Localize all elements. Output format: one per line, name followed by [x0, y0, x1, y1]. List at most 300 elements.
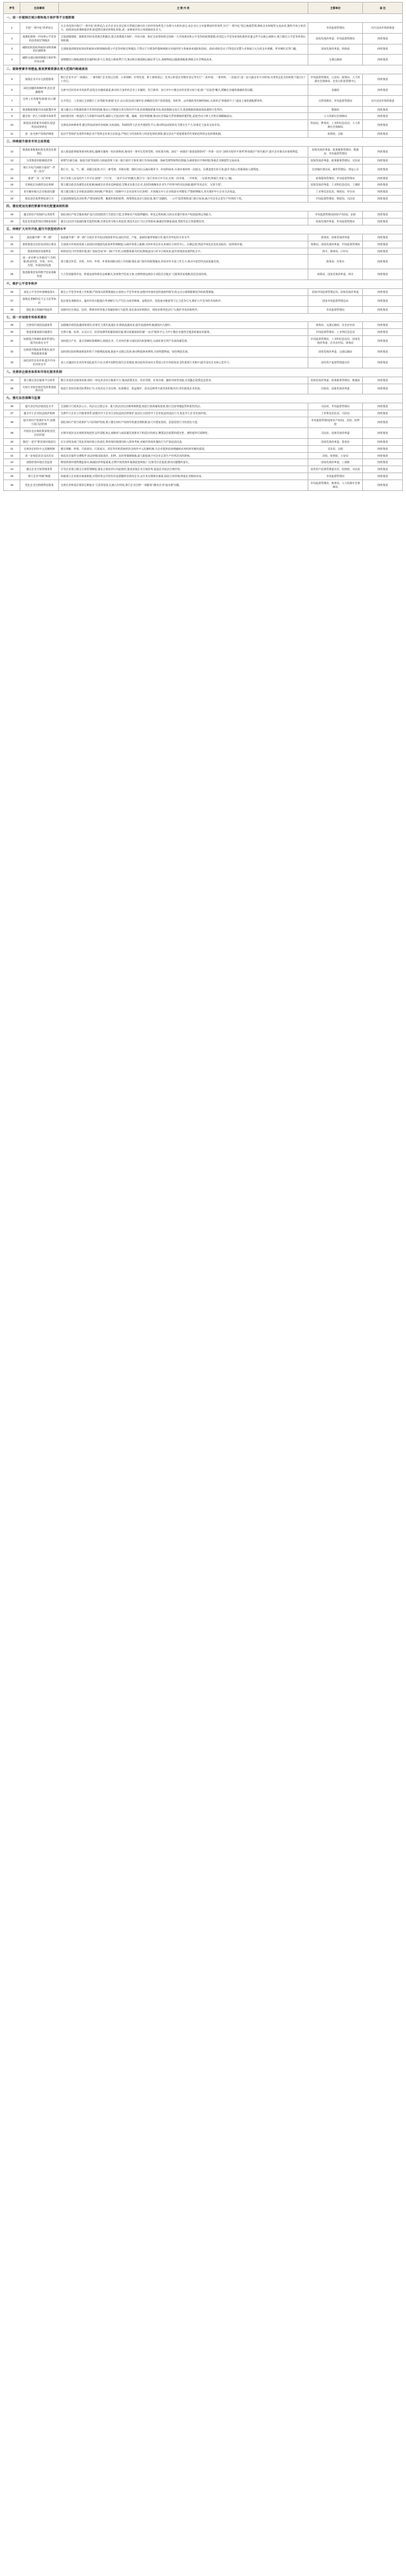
cell-task: 健全知识产权保护运用体系 [20, 211, 58, 218]
cell-task: 健全企业合规管理体系 [20, 466, 58, 473]
section-row [4, 313, 403, 322]
table-row [4, 120, 403, 131]
section-row [4, 368, 403, 377]
cell-org: 人力资源社会保障局 [308, 113, 363, 120]
cell-time: 持续推进 [363, 329, 403, 336]
cell-content: 清理整治公路限高限宽设施和检查卡点,规范公路收费行为,推动跨区域道路运输证件互认,保障物流运输通道畅通,降低全社会物流成本。 [58, 55, 308, 65]
cell-org: 国有资产监督管理委员会、检察院、司法局 [308, 466, 363, 473]
cell-no: 28 [4, 306, 20, 313]
cell-content: 加快建设国家物流枢纽和骨干冷链物流基地,推进多式联运发展,推动物流降本增效,支持智慧物流、绿色物流发展。 [58, 347, 308, 358]
section-title: 二、破除要素市场壁垒,推进要素资源在更大范围内畅通流动 [4, 65, 403, 74]
cell-time: 持续推进 [363, 218, 403, 225]
cell-org: 司法局、国家发展改革委 [308, 427, 363, 438]
cell-no: 18 [4, 196, 20, 203]
cell-org: 住房城乡建设局、城市管理局、供电公司 [308, 164, 363, 175]
table-row [4, 452, 403, 459]
cell-org: 市场监督管理局、工业和信息化局、国家发展改革委、农业农村局、商务局 [308, 336, 363, 347]
cell-content: 完善多层次资本市场体系,拓宽企业融资渠道,推动符合条件的企业上市融资、发行债券。加大对中小微企业的信贷支持力度,推广"信易贷"模式,缓解企业融资难融资贵问题。 [58, 84, 308, 95]
cell-no: 39 [4, 427, 20, 438]
table-row [4, 255, 403, 269]
cell-task: 健全中小企业权益保护机制 [20, 410, 58, 417]
table-row [4, 248, 403, 255]
table-row [4, 106, 403, 113]
cell-content: 聘请营商环境特邀监督员,畅通投诉举报渠道,定期开展营商环境满意度调查,广泛接受社会监督,推动问题整改落实。 [58, 459, 308, 466]
cell-content: 深入实施国有企业改革深化提升行动,完善中国特色现代企业制度,推动国有资本向关系国计民生和国家安全的重要行业集中,提升国有企业核心竞争力。 [58, 357, 308, 368]
cell-no: 27 [4, 295, 20, 306]
cell-org: 国家发展改革委、督查室 [308, 438, 363, 445]
section-title: 四、建设更加完善的要素市场化配置体制机制 [4, 203, 403, 211]
cell-content: 全面推行行政执法公示、执法全过程记录、重大执法决定法制审核制度,规范行政裁量权基准,推行包容审慎监管和柔性执法。 [58, 403, 308, 410]
cell-time: 持续推进 [363, 106, 403, 113]
cell-time: 持续推进 [363, 182, 403, 189]
cell-task: 高质量共建"一带一路" [20, 234, 58, 241]
table-row [4, 480, 403, 491]
cell-org: 国家市场监督管理总局、国家发展改革委 [308, 288, 363, 295]
table-row [4, 74, 403, 85]
cell-content: 规范行业协会商会收费和行为,支持其在行业自律、标准制定、权益维护、诉求反映等方面发挥积极作用,更好服务企业发展。 [58, 384, 308, 394]
cell-org: 商务局、国家发展改革委、市场监督管理局 [308, 241, 363, 248]
cell-task: 提升涉企执法规范化水平 [20, 403, 58, 410]
cell-time: 持续推进 [363, 336, 403, 347]
cell-task: 提升知识产权保护水平,加强行政司法衔接 [20, 417, 58, 428]
cell-task: 加强营商环境社会监督 [20, 459, 58, 466]
table-row [4, 234, 403, 241]
table-row [4, 403, 403, 410]
cell-task: 分类推进审批制度改革 [20, 157, 58, 164]
section-title: 六、维护公平竞争秩序 [4, 280, 403, 289]
cell-no: 7 [4, 95, 20, 106]
cell-task: 加快推进自由贸易试验区建设 [20, 241, 58, 248]
cell-org: 国家发展改革委、工商联 [308, 459, 363, 466]
header-time: 备 注 [363, 3, 403, 14]
cell-org: 检察院、法院 [308, 131, 363, 138]
cell-no: 38 [4, 417, 20, 428]
cell-content: 高质量共建"一带一路",支持企业开拓沿线国家市场,深化经贸、产能、基础设施等领域合作,提升对外投资合作水平。 [58, 234, 308, 241]
cell-task: 优化信用监管和信用修复机制 [20, 218, 58, 225]
cell-content: 建立健全外贸、外资、外经、外智、外事协同联动的工作机制,强化部门协作和政策集成,形成对外开放工作合力,推动开放型经济高质量发展。 [58, 255, 308, 269]
cell-task: 破除交通运输领域地方保护和市场分割 [20, 55, 58, 65]
table-row [4, 306, 403, 313]
cell-time: 持续推进 [363, 347, 403, 358]
cell-task: 健全统一的人力资源市场体系 [20, 113, 58, 120]
cell-task: 推进技术要素市场建设,促进科技成果转化 [20, 120, 58, 131]
table-row [4, 157, 403, 164]
cell-content: 建立健全公共数据资源开发利用机制,推动公共数据分类分级有序开放,培育数据要素市场,规范数据交易行为,促进数据资源高效流通和开发利用。 [58, 106, 308, 113]
table-header [4, 3, 403, 14]
cell-time: 持续推进 [363, 417, 403, 428]
cell-org: 市场监督管理局 [308, 22, 363, 33]
header-no: 序号 [4, 3, 20, 14]
cell-no: 17 [4, 189, 20, 196]
cell-task: 加强企业开办全流程服务 [20, 74, 58, 85]
cell-no: 5 [4, 74, 20, 85]
cell-content: 健全公平竞争审查工作机制,严格落实政策措施出台前的公平竞争审查,加强对审查结论的抽查和督导,防止出台排除限制竞争的政策措施。 [58, 288, 308, 295]
cell-content: 强化知识产权全链条保护,加大侵权假冒行为惩治力度,完善知识产权质押融资、转化运用机制,支持企业提升知识产权创造和运用能力。 [58, 211, 308, 218]
cell-time: 持续推进 [363, 175, 403, 182]
cell-no: 23 [4, 248, 20, 255]
cell-org: 国有资产监督管理委员会 [308, 357, 363, 368]
cell-content: 加强城乡商贸流通网络建设,培育壮大现代流通企业,降低流通成本,提升流通效率,畅通国内大循环。 [58, 322, 308, 329]
cell-org: 自然资源局、市场监督管理局 [308, 95, 363, 106]
cell-task: 规范涉企收费和检查行为 [20, 196, 58, 203]
cell-content: 大力发展服务外包、跨境电商等新业态新模式,培育数字贸易主体,完善跨境电商综合试验区功能,扩大服务贸易规模,优化贸易结构。 [58, 269, 308, 280]
cell-content: 建立健全拖欠企业账款清理长效机制,严格落实《保障中小企业款项支付条例》,开展拖欠中小企业账款专项整治,严禁新增拖欠,切实维护中小企业合法权益。 [58, 189, 308, 196]
cell-task: 开展涉企法规政策清理,优化法治环境 [20, 427, 58, 438]
cell-time: 持续推进 [363, 466, 403, 473]
cell-no: 44 [4, 466, 20, 473]
cell-time: 持续推进 [363, 459, 403, 466]
table-row [4, 417, 403, 428]
cell-no: 30 [4, 329, 20, 336]
cell-task: 加强反垄断和反不正当竞争执法 [20, 295, 58, 306]
cell-task: 推行水电气网联合报装"一件事一次办" [20, 164, 58, 175]
cell-task: 完善政企沟通常态化机制 [20, 182, 58, 189]
cell-time: 持续推进 [363, 357, 403, 368]
cell-time: 持续推进 [363, 480, 403, 491]
cell-no: 13 [4, 157, 20, 164]
table-row [4, 131, 403, 138]
cell-time: 持续推进 [363, 384, 403, 394]
table-row [4, 55, 403, 65]
cell-time: 持续推进 [363, 211, 403, 218]
section-row [4, 394, 403, 403]
cell-task: 推进数据要素市场化配置改革 [20, 106, 58, 113]
table-row [4, 473, 403, 480]
table-row [4, 196, 403, 203]
table-row [4, 175, 403, 182]
cell-task: 进一步规范涉企司法活动 [20, 452, 58, 459]
cell-time: 持续推进 [363, 131, 403, 138]
cell-no: 25 [4, 269, 20, 280]
cell-time: 持续推进 [363, 410, 403, 417]
cell-task: 清理妨碍统一市场和公平竞争的各类规定和做法 [20, 33, 58, 44]
section-row [4, 65, 403, 74]
cell-org: 商务局、国家发展改革委 [308, 234, 363, 241]
cell-no: 16 [4, 182, 20, 189]
cell-time: 年内完成并持续推进 [363, 22, 403, 33]
cell-time: 持续推进 [363, 120, 403, 131]
cell-org: 市场监督管理局、工业和信息化局 [308, 329, 363, 336]
cell-task: 进一步完善"五外联动"工作机制,推进外贸、外资、外经、外智、外事协同发展 [20, 255, 58, 269]
cell-no: 11 [4, 131, 20, 138]
cell-content: 在开发区、工业园区全面推行工业用地"标准地"出让,出让前完成区域评估,明确固定资产投资强度、容积率、亩均税收等控制性指标,实现项目"拿地即开工",提高土地资源配置效率。 [58, 95, 308, 106]
cell-task: 支持行业协会商会发挥桥梁纽带作用 [20, 384, 58, 394]
cell-no: 29 [4, 322, 20, 329]
cell-task: 推进服务贸易和数字贸易创新发展 [20, 269, 58, 280]
header-content: 主 要 内 容 [58, 3, 308, 14]
cell-task: 深化投融资体制改革,优化金融服务 [20, 84, 58, 95]
cell-time: 持续推进 [363, 234, 403, 241]
table-row [4, 113, 403, 120]
cell-org: 交通运输部 [308, 55, 363, 65]
cell-time: 持续推进 [363, 322, 403, 329]
cell-org: 法院、检察院、公安局 [308, 452, 363, 459]
cell-no: 12 [4, 146, 20, 157]
table-row [4, 95, 403, 106]
cell-content: 全面落实外商投资准入前国民待遇加负面清单管理制度,压减外资准入限制,支持外资企业在本地设立研发中心、区域总部,营造市场化法治化国际化一流营商环境。 [58, 241, 308, 248]
table-row [4, 22, 403, 33]
table-row [4, 357, 403, 368]
cell-org: 商务局、交通运输局、农业农村局 [308, 322, 363, 329]
table-row [4, 438, 403, 445]
cell-task: 推进政务服务标准化规范化便利化 [20, 146, 58, 157]
cell-time: 持续推进 [363, 196, 403, 203]
section-row [4, 225, 403, 234]
cell-org: 数据局 [308, 106, 363, 113]
cell-org: 司法局、法院 [308, 445, 363, 452]
section-title: 九、强化法治保障与监督 [4, 394, 403, 403]
cell-org: 市场监督管理局 [308, 306, 363, 313]
cell-org: 市场监督管理局、公安局、税务局、人力资源社会保障局、住房公积金管理中心 [308, 74, 363, 85]
cell-no: 31 [4, 336, 20, 347]
cell-time: 持续推进 [363, 248, 403, 255]
cell-org: 国家发展改革委、交通运输局 [308, 347, 363, 358]
cell-time: 年内完成并持续推进 [363, 95, 403, 106]
cell-task: 完善涉企纠纷多元化解机制 [20, 445, 58, 452]
cell-task: 推进"一业一证"改革 [20, 175, 58, 182]
cell-org: 商务局、国家发展改革委、海关 [308, 269, 363, 280]
cell-org: 工业和信息化局、财政局、审计局 [308, 189, 363, 196]
cell-no: 14 [4, 164, 20, 175]
cell-org: 金融局 [308, 84, 363, 95]
table-row [4, 211, 403, 218]
table-row [4, 269, 403, 280]
cell-time: 持续推进 [363, 44, 403, 55]
cell-no: 46 [4, 480, 20, 491]
cell-content: 完善计量、标准、认证认可、检验检测等质量基础设施,建设质量基础设施"一站式"服务平台,为中小微企业提供全链条质量技术服务。 [58, 329, 308, 336]
cell-org: 国家发展改革委、财政部 [308, 44, 363, 55]
table-row [4, 336, 403, 347]
cell-org: 国家发展改革委、政务服务管理局、数据局 [308, 377, 363, 384]
table-row [4, 164, 403, 175]
cell-no: 42 [4, 452, 20, 459]
cell-time: 持续推进 [363, 84, 403, 95]
cell-task: 切实解决拖欠企业账款问题 [20, 189, 58, 196]
cell-content: 定期开展涉企法规规章规范性文件清理,废止或修改与高质量发展要求不相适应的规定,增强涉企政策的稳定性、透明度和可预期性。 [58, 427, 308, 438]
table-row [4, 445, 403, 452]
table-row [4, 377, 403, 384]
cell-time: 持续推进 [363, 306, 403, 313]
cell-org: 市场监督管理局、税务局、人力资源社会保障局 [308, 480, 363, 491]
cell-task: 推行企业"休眠"制度 [20, 473, 58, 480]
cell-content: 压实各级各部门优化营商环境主体责任,将营商环境建设纳入绩效考核,对破坏营商环境的行为严肃追责问责。 [58, 438, 308, 445]
cell-no: 10 [4, 120, 20, 131]
cell-content: 建立健全政企沟通常态化机制,畅通企业诉求反映渠道,定期走访重点企业,及时协调解决企业生产经营中的实际困难,做到"有求必应、无事不扰"。 [58, 182, 308, 189]
cell-content: 强化知识产权行政保护与司法保护衔接,建立健全知识产权纠纷快速处理机制,加大对重复侵权、恶意侵权行为的惩治力度。 [58, 417, 308, 428]
cell-content: 健全调解、仲裁、行政裁决、行政复议、诉讼等有机衔接的涉企纠纷多元化解机制,为企业提供高效便捷低成本的纠纷解决渠道。 [58, 445, 308, 452]
cell-content: 全面排查清理招标投标和政府采购领域妨碍公平竞争的规定和做法,不得以不合理条件限制或排斥外地经营主体参加本地招标投标、政府采购活动,不得违法设置与业务能力无关的企业规模、所有制形式等门槛。 [58, 44, 308, 55]
cell-org: 市场监督管理局、财政局、司法局 [308, 196, 363, 203]
cell-content: 加强对民生商品、医药、教育培训等重点领域价格行为监管,依法查处价格欺诈、哄抬价格等违法行为,维护市场价格秩序。 [58, 306, 308, 313]
cell-org: 市场监督管理局 [308, 473, 363, 480]
cell-time: 持续推进 [363, 241, 403, 248]
cell-task: 优化企业注销便利化服务 [20, 480, 58, 491]
cell-no: 43 [4, 459, 20, 466]
cell-task: 开展"一照多址"改革试点 [20, 22, 58, 33]
cell-time: 持续推进 [363, 146, 403, 157]
cell-content: 加快建设统一规范的人力资源市场体系,破除人才流动的户籍、地域、身份等限制,推动社会保险关系转移接续便利化,促进劳动力和人才跨区域顺畅流动。 [58, 113, 308, 120]
table-row [4, 427, 403, 438]
cell-no: 37 [4, 410, 20, 417]
cell-content: 健全以信用为基础的新型监管机制,完善信用分级分类监管,规范失信行为认定和惩戒,畅通信用修复渠道,帮助失信主体重塑信用。 [58, 218, 308, 225]
cell-org: 市场监督管理局(知识产权局)、法院、检察院 [308, 417, 363, 428]
cell-no: 1 [4, 22, 20, 33]
cell-org: 国家发展改革委、市场监督管理局 [308, 33, 363, 44]
cell-org: 科技局、教育局、工业和信息化局、人力资源社会保障局 [308, 120, 363, 131]
table-row [4, 241, 403, 248]
table-row [4, 146, 403, 157]
cell-org: 商务局、外事办 [308, 255, 363, 269]
cell-org: 国家市场监督管理总局 [308, 295, 363, 306]
cell-content: 全面清理规范涉企收费,严禁违规收费、摊派和变相收费。统筹规范涉企行政检查,推行"双随机、一公开"监管和跨部门联合检查,减少对企业正常生产经营的干扰。 [58, 196, 308, 203]
cell-no: 4 [4, 55, 20, 65]
cell-no: 32 [4, 347, 20, 358]
cell-org: 国家发展改革委、市场监督管理局 [308, 218, 363, 225]
cell-no: 33 [4, 357, 20, 368]
cell-org: 工业和信息化局、司法局 [308, 410, 363, 417]
cell-time: 持续推进 [363, 438, 403, 445]
cell-org: 政务服务管理局、市场监督管理局 [308, 175, 363, 182]
cell-no: 8 [4, 106, 20, 113]
cell-time: 持续推进 [363, 295, 403, 306]
table-row [4, 322, 403, 329]
table-row [4, 84, 403, 95]
section-row [4, 14, 403, 23]
cell-content: 规范涉企案件办理程序,依法审慎采取查封、扣押、冻结等强制措施,最大限度减少对企业正常生产经营活动的影响。 [58, 452, 308, 459]
cell-content: 加快重点产业、重点领域标准制修订,鼓励企业、行业协会参与国际国内标准制定,以高标准引领产业高质量发展。 [58, 336, 308, 347]
cell-time: 持续推进 [363, 403, 403, 410]
cell-no: 24 [4, 255, 20, 269]
header-org: 主管单位 [308, 3, 363, 14]
table-row [4, 347, 403, 358]
cell-no: 22 [4, 241, 20, 248]
cell-no: 19 [4, 211, 20, 218]
cell-time: 持续推进 [363, 164, 403, 175]
cell-task: 深化公平竞争审查制度落实 [20, 288, 58, 295]
section-row [4, 203, 403, 211]
table-row [4, 288, 403, 295]
cell-time: 持续推进 [363, 288, 403, 295]
cell-time: 持续推进 [363, 157, 403, 164]
cell-content: 依法平等保护各类所有制企业产权和企业家合法权益,严格区分经济纠纷与经济犯罪的界限,健全涉企产权冤错案件有效防范和常态化纠错机制。 [58, 131, 308, 138]
cell-content: 完善中小企业公共服务体系,加强对中小企业合法权益的法律保护,依法打击侵害中小企业权益的违法行为,优化中小企业发展环境。 [58, 410, 308, 417]
section-title: 八、完善涉企服务体系和市场化服务机制 [4, 368, 403, 377]
cell-no: 3 [4, 44, 20, 55]
cell-content: 依法查处垄断协议、滥用市场支配地位等垄断行为,严厉打击商业贿赂、虚假宣传、侵犯商业秘密等不正当竞争行为,维护公平竞争的市场秩序。 [58, 295, 308, 306]
table-body [4, 14, 403, 491]
section-title: 三、持续提升服务市场主体效能 [4, 138, 403, 147]
cell-no: 20 [4, 218, 20, 225]
cell-content: 按照"应减尽减、能放尽放"的原则,分批取消和下放一批行政许可事项,推行告知承诺制、容缺受理等便利化措施,压减审批环节和时限,降低企业制度性交易成本。 [58, 157, 308, 164]
header-row [4, 3, 403, 14]
cell-no: 45 [4, 473, 20, 480]
cell-time: 持续推进 [363, 473, 403, 480]
cell-content: 推行水、电、气、暖、网联合报装,实行一窗受理、并联办理、限时办结,压减办理环节、时间和成本,实现申请材料一次提交、办理进度实时可查,提升市政公用服务接入便利度。 [58, 164, 308, 175]
cell-content: 整合各类涉企服务资源,建设一体化涉企综合服务平台,集成政策发布、诉求受理、业务办理、融资对接等功能,实现惠企政策直达快享。 [58, 377, 308, 384]
cell-content: 持续优化口岸营商环境,推广国际贸易"单一窗口"应用,压缩整体通关时间,降低进出口环节合规成本,提升跨境贸易便利化水平。 [58, 248, 308, 255]
table-row [4, 410, 403, 417]
cell-no: 15 [4, 175, 20, 182]
cell-time: 持续推进 [363, 445, 403, 452]
cell-time: 持续推进 [363, 377, 403, 384]
cell-org: 市场监督管理局(知识产权局)、法院 [308, 211, 363, 218]
cell-no: 9 [4, 113, 20, 120]
cell-content: 探索建立企业歇业备案制度,对暂时停止经营但有意愿继续存续的企业,允许其办理歇业备案,保留主体资格,降低企业维持成本。 [58, 473, 308, 480]
table-row [4, 459, 403, 466]
cell-task: 推进质量基础设施建设 [20, 329, 58, 336]
table-row [4, 189, 403, 196]
cell-org: 司法局、市场监督管理局 [308, 403, 363, 410]
cell-task: 建立健全涉企服务平台体系 [20, 377, 58, 384]
tasks-table [3, 2, 403, 491]
cell-time: 持续推进 [363, 255, 403, 269]
header-task: 任务事项 [20, 3, 58, 14]
cell-task: 完善现代商贸流通体系 [20, 322, 58, 329]
cell-time: 持续推进 [363, 113, 403, 120]
section-title: 五、持续扩大对外开放,提升开放型经济水平 [4, 225, 403, 234]
cell-task: 强化重点领域价格监管 [20, 306, 58, 313]
cell-time: 持续推进 [363, 189, 403, 196]
cell-no: 6 [4, 84, 20, 95]
cell-no: 34 [4, 377, 20, 384]
cell-task: 破除招标投标和政府采购领域的区域壁垒 [20, 44, 58, 55]
table-row [4, 384, 403, 394]
cell-content: 完善技术转移体系,健全科技成果评价机制,支持高校、科研院所与企业共建研发平台,推动科技成果转化为现实生产力,培育壮大技术交易市场。 [58, 120, 308, 131]
section-title: 七、进一步加强市场体系建设 [4, 313, 403, 322]
cell-no: 26 [4, 288, 20, 295]
cell-org: 海关、商务局、口岸办 [308, 248, 363, 255]
cell-task: 推进跨境贸易便利化 [20, 248, 58, 255]
cell-task: 深化国有企业改革,提升市场化经营水平 [20, 357, 58, 368]
cell-task: 加强重点领域标准体系建设,提升标准化水平 [20, 336, 58, 347]
cell-no: 2 [4, 33, 20, 44]
cell-time: 持续推进 [363, 55, 403, 65]
section-title: 一、进一步破除区域分割和地方保护等不合理限制 [4, 14, 403, 23]
cell-task: 强化"一把手"抓营商环境责任 [20, 438, 58, 445]
cell-task: 完善现代物流体系建设,提升物流服务质量 [20, 347, 58, 358]
table-row [4, 466, 403, 473]
table-row [4, 295, 403, 306]
cell-content: 在全省范围内推行"一照多址"改革试点,允许企业在登记机关管辖区域内设立的经营场所免于办理分支机构登记,由企业自主申报增加经营场所,实行"一照多址"登记备案管理,降低企业制度性交易成本,激发市场主体活力。持续深化商事制度改革,推进照后减证和简化审批,进一步释放市场主体创新创业活力。 [58, 22, 308, 33]
cell-content: 完善企业简易注销登记制度,扩大适用范围,压减公告时间,推行企业注销"一网服务",解决企业"退出难"问题。 [58, 480, 308, 491]
cell-time: 持续推进 [363, 269, 403, 280]
cell-no: 35 [4, 384, 20, 394]
cell-time: 持续推进 [363, 33, 403, 44]
table-row [4, 182, 403, 189]
cell-no: 36 [4, 403, 20, 410]
table-row [4, 218, 403, 225]
cell-no: 40 [4, 438, 20, 445]
cell-time: 持续推进 [363, 74, 403, 85]
cell-no: 21 [4, 234, 20, 241]
cell-content: 对行业准入涉及的多个许可证,按照"一个行业、一张许可证"的模式,整合为一张行业综合许可证,实现一次申请、一并审查、一证准营,降低行业准入门槛。 [58, 175, 308, 182]
cell-content: 推行企业开办"一网通办、一窗领取",企业登记注册、公章刻制、申领发票、职工参保登记、住房公积金企业缴存登记等实行"一表申请、一套材料、一次提交",进一步压减企业开办时间,实现常态化办结时限不超过1个工作日。 [58, 74, 308, 85]
cell-content: 深入推进政务服务事项标准化,编制实施统一的办事指南,推动同一事项无差别受理、同标准办理。深化"一网通办",推进高频事项"一件事一次办",加快实现更多事项"跨省通办""省内通办",提升企业群众办事便利度。 [58, 146, 308, 157]
cell-time: 持续推进 [363, 427, 403, 438]
cell-org: 国家发展改革委、政务服务管理局、司法局 [308, 157, 363, 164]
cell-org: 国家发展改革委、政务服务管理局、数据局、市场监督管理局 [308, 146, 363, 157]
cell-org: 民政局、国家发展改革委 [308, 384, 363, 394]
cell-task: 进一步完善产权保护制度 [20, 131, 58, 138]
table-row [4, 33, 403, 44]
table-row [4, 44, 403, 55]
cell-content: 全面清理排除、限制竞争的各类规定和做法,重点清理地方保护、市场分割、指定交易等妨碍全国统一大市场建设和公平竞争的政策措施,对违反公平竞争审查标准的存量文件予以废止或修订,建立健全公平竞争审查长效机制。 [58, 33, 308, 44]
cell-org: 国家发展改革委、工业和信息化局、工商联 [308, 182, 363, 189]
section-row [4, 138, 403, 147]
cell-no: 41 [4, 445, 20, 452]
section-row [4, 280, 403, 289]
cell-content: 引导企业建立健全合规管理制度,强化合规培训与风险防控,推进涉案企业合规改革,促进企业依法合规经营。 [58, 466, 308, 473]
